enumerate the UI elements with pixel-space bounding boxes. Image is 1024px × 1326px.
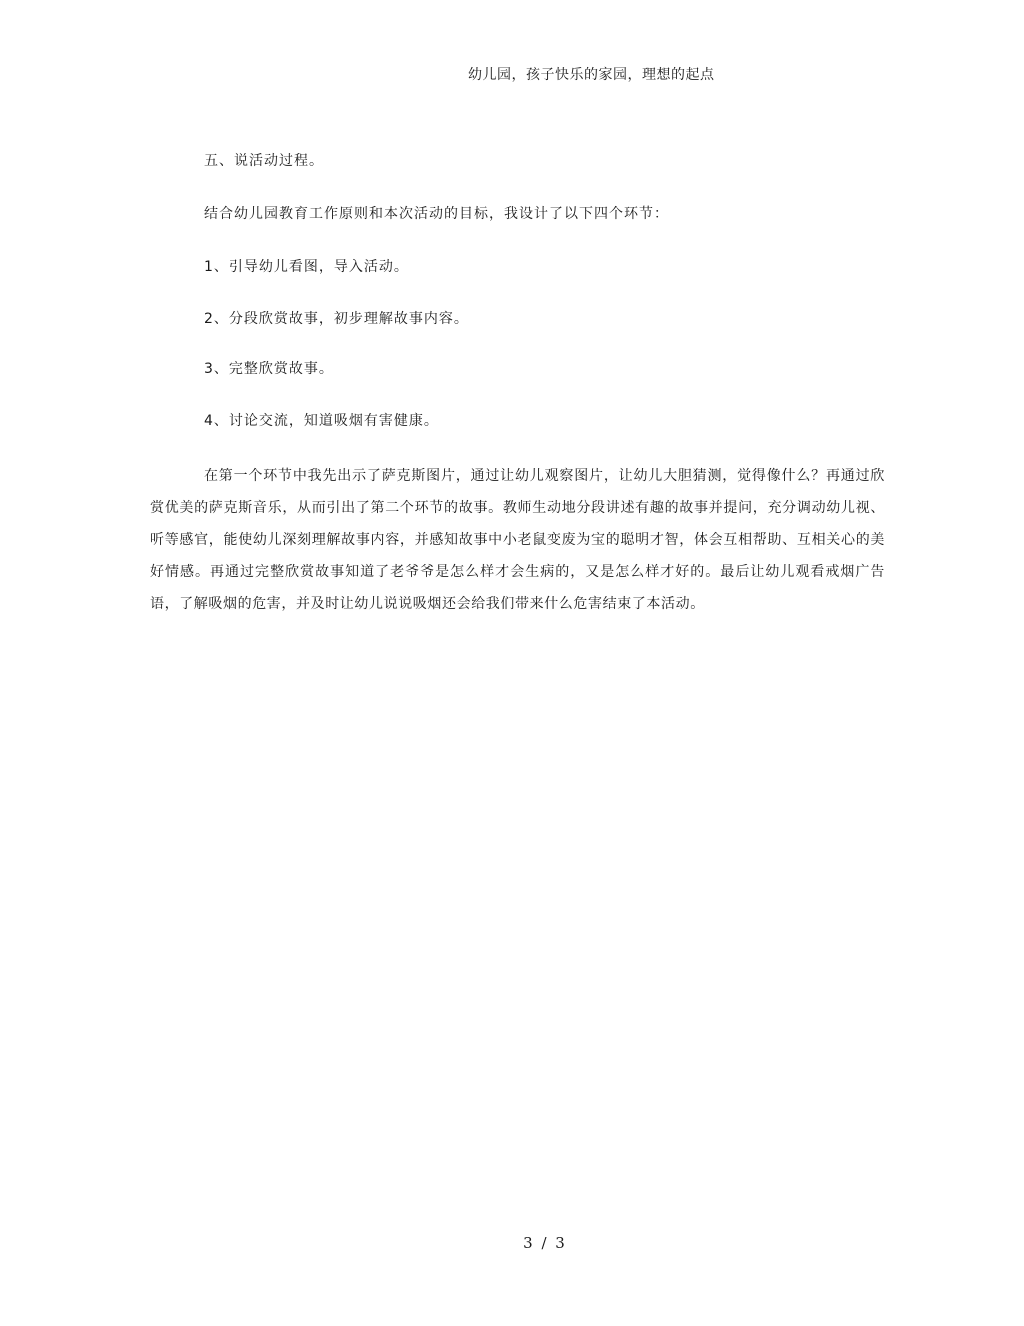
step-item: 1、引导幼儿看图，导入活动。 — [204, 259, 409, 275]
page-number: 3 / 3 — [523, 1234, 567, 1252]
section-heading: 五、说活动过程。 — [204, 153, 324, 169]
page-header: 幼儿园，孩子快乐的家园，理想的起点 — [468, 67, 715, 83]
body-paragraph: 在第一个环节中我先出示了萨克斯图片，通过让幼儿观察图片，让幼儿大胆猜测，觉得像什么？再通过欣赏优美的萨克斯音乐，从而引出了第二个环节的故事。教师生动地分段讲述有趣的故事并提问，充分调动幼儿视、听等感官，能使幼儿深刻理解故事内容，并感知故事中小老鼠变废为宝的聪明才智，体会互相帮助、互相关心的美好情感。再通过完整欣赏故事知道了老爷爷是怎么样才会生病的，又是怎么样才好的。最后让幼儿观看戒烟广告语，了解吸烟的危害，并及时让幼儿说说吸烟还会给我们带来什么危害结束了本活动。 — [150, 468, 885, 612]
step-item: 2、分段欣赏故事，初步理解故事内容。 — [204, 311, 469, 327]
section-intro: 结合幼儿园教育工作原则和本次活动的目标，我设计了以下四个环节： — [204, 206, 669, 222]
step-item: 3、完整欣赏故事。 — [204, 361, 334, 377]
step-item: 4、讨论交流，知道吸烟有害健康。 — [204, 413, 439, 429]
